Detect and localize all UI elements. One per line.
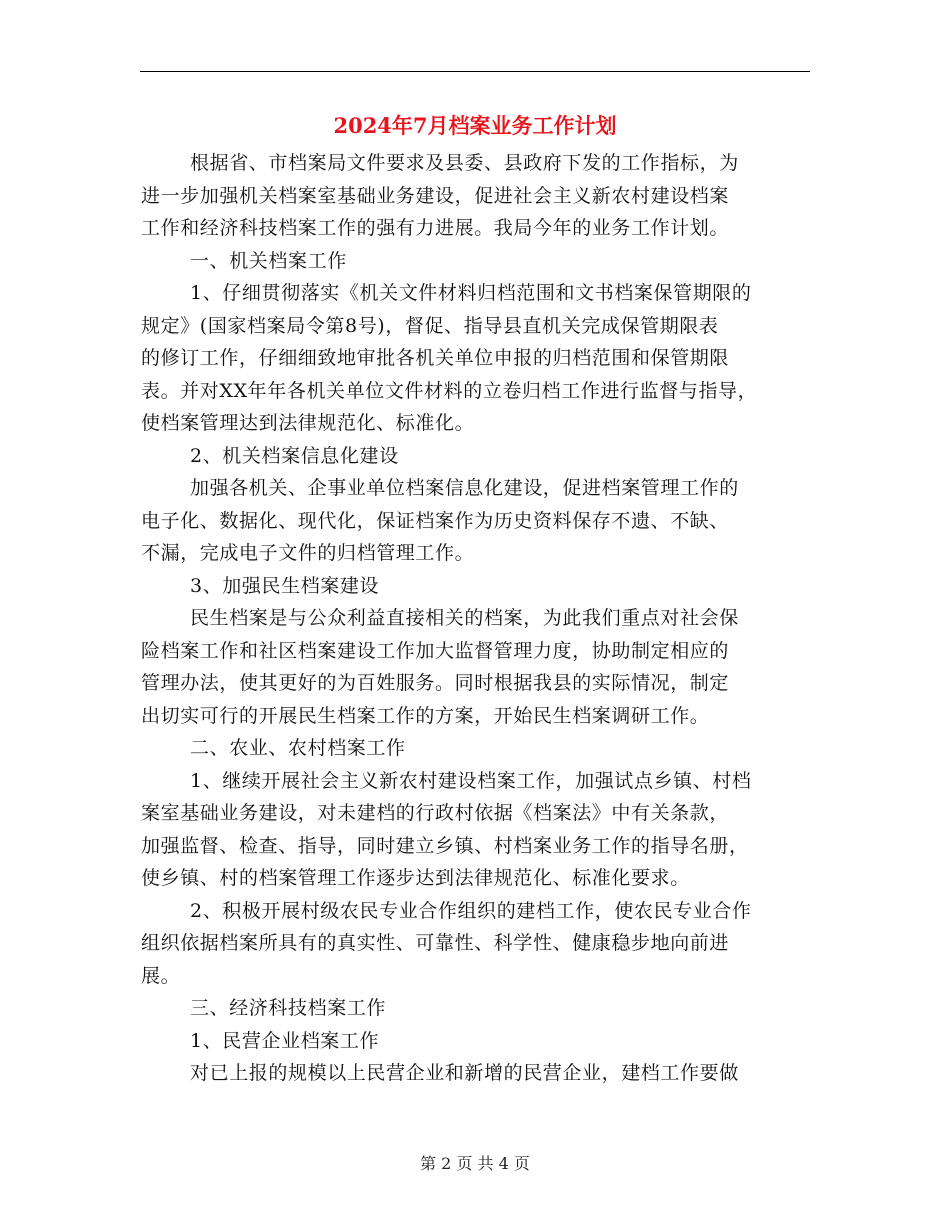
body-line: 案室基础业务建设，对未建档的行政村依据《档案法》中有关条款， [141,802,730,824]
body-line: 民生档案是与公众利益直接相关的档案，为此我们重点对社会保 [190,607,739,629]
body-line: 加强各机关、企事业单位档案信息化建设，促进档案管理工作的 [190,477,739,499]
section-heading: 一、机关档案工作 [190,250,347,272]
body-line: 不漏，完成电子文件的归档管理工作。 [141,542,475,564]
body-line: 对已上报的规模以上民营企业和新增的民营企业，建档工作要做 [190,1062,739,1084]
body-line: 的修订工作，仔细细致地审批各机关单位申报的归档范围和保管期限 [141,347,730,369]
document-title: 2024年7月档案业务工作计划 [333,113,617,138]
body-line: 展。 [141,965,181,987]
subsection-heading: 2、机关档案信息化建设 [190,445,399,467]
section-heading: 三、经济科技档案工作 [190,997,387,1019]
body-line: 加强监督、检查、指导，同时建立乡镇、村档案业务工作的指导名册， [141,835,749,857]
body-line: 1、仔细贯彻落实《机关文件材料归档范围和文书档案保管期限的 [190,282,752,304]
section-heading: 二、农业、农村档案工作 [190,737,406,759]
body-line: 规定》(国家档案局令第8号)，督促、指导县直机关完成保管期限表 [141,315,719,337]
body-line: 管理办法，使其更好的为百姓服务。同时根据我县的实际情况，制定 [141,672,730,694]
body-line: 表。并对XX年年各机关单位文件材料的立卷归档工作进行监督与指导， [141,380,758,402]
body-line: 使乡镇、村的档案管理工作逐步达到法律规范化、标准化要求。 [141,867,690,889]
body-line: 工作和经济科技档案工作的强有力进展。我局今年的业务工作计划。 [141,217,730,239]
body-line: 组织依据档案所具有的真实性、可靠性、科学性、健康稳步地向前进 [141,932,730,954]
body-line: 进一步加强机关档案室基础业务建设，促进社会主义新农村建设档案 [141,185,730,207]
body-line: 1、继续开展社会主义新农村建设档案工作，加强试点乡镇、村档 [190,770,752,792]
body-line: 2、积极开展村级农民专业合作组织的建档工作，使农民专业合作 [190,900,752,922]
body-line: 电子化、数据化、现代化，保证档案作为历史资料保存不遗、不缺、 [141,510,730,532]
page-number-footer: 第 2 页 共 4 页 [420,1154,530,1173]
subsection-heading: 1、民营企业档案工作 [190,1030,380,1052]
body-line: 险档案工作和社区档案建设工作加大监督管理力度，协助制定相应的 [141,640,730,662]
body-line: 根据省、市档案局文件要求及县委、县政府下发的工作指标，为 [190,152,739,174]
subsection-heading: 3、加强民生档案建设 [190,575,380,597]
body-line: 使档案管理达到法律规范化、标准化。 [141,412,475,434]
body-line: 出切实可行的开展民生档案工作的方案，开始民生档案调研工作。 [141,705,710,727]
